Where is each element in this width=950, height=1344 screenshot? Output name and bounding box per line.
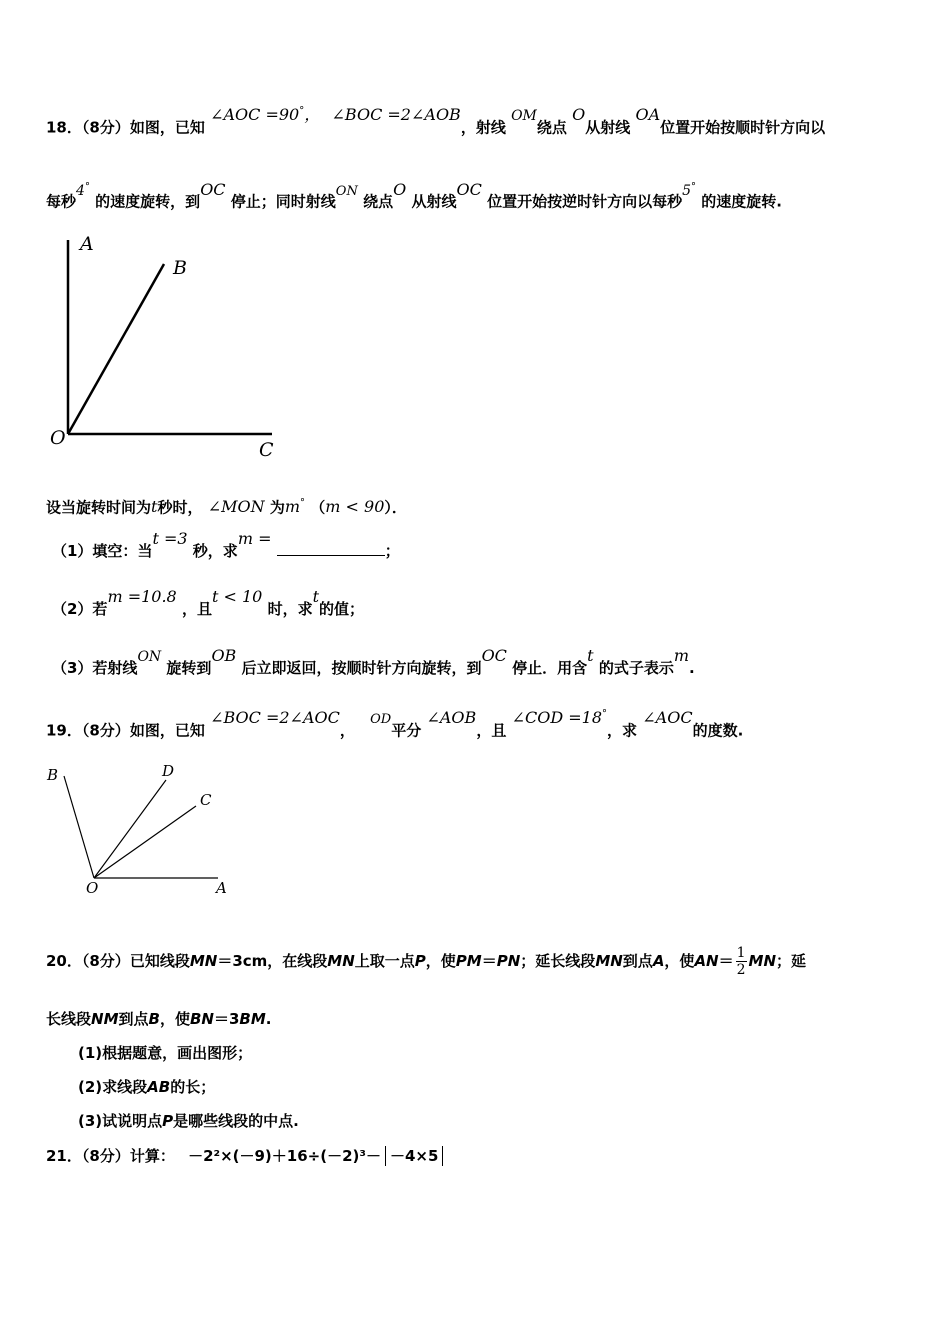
math-condition: m < 90 <box>325 497 385 517</box>
label-b: B <box>47 766 59 784</box>
text: ，射线 <box>460 118 506 137</box>
math-oc: OC <box>456 179 482 199</box>
absolute-value: －4×5 <box>385 1146 443 1166</box>
sep: ， <box>304 105 321 125</box>
math-t: t <box>312 587 320 606</box>
text: ＝3 <box>213 1010 240 1028</box>
figure-q18 <box>40 228 290 463</box>
seg-bm: BM <box>239 1010 266 1028</box>
text: 从射线 <box>411 192 457 211</box>
label-c: C <box>259 439 274 461</box>
ray-od <box>94 780 166 878</box>
answer-blank[interactable] <box>277 541 385 556</box>
text: （2）若 <box>52 600 108 618</box>
math-t-lt-10: t < 10 <box>211 587 263 606</box>
math-expression: －2²×(－9)＋16÷(－2)³－ <box>188 1147 381 1165</box>
seg-mn: MN <box>748 952 777 970</box>
text: . <box>265 1010 272 1028</box>
text: (3)试说明点 <box>78 1112 163 1130</box>
text: 设当旋转时间为 <box>46 498 152 517</box>
points: （8分） <box>81 952 130 970</box>
text: (2)求线段 <box>78 1078 148 1096</box>
text: 到点 <box>118 1010 149 1028</box>
points: （8分） <box>81 721 130 740</box>
seg-nm: NM <box>91 1010 119 1028</box>
text: 是哪些线段的中点. <box>173 1112 299 1130</box>
q20-sub1 <box>78 1043 252 1063</box>
question-number: 19． <box>46 721 82 740</box>
text: 长线段 <box>46 1010 92 1028</box>
q19-line1 <box>46 708 744 742</box>
text: 的度数. <box>692 721 744 740</box>
seg-an: AN <box>694 952 719 970</box>
text: 停止．用含 <box>512 659 588 677</box>
text: 位置开始按逆时针方向以每秒 <box>487 192 683 211</box>
q18-line2 <box>46 179 782 214</box>
label-o: O <box>50 427 66 449</box>
text: . <box>689 659 695 677</box>
label-o: O <box>86 879 99 897</box>
ray-ob <box>68 264 164 434</box>
seg-pm: PM <box>455 952 482 970</box>
label-a: A <box>80 233 94 255</box>
math-m: m <box>673 646 690 665</box>
q18-part1 <box>52 529 400 561</box>
text: （1）填空：当 <box>52 542 153 560</box>
math-m-eq-10.8: m =10.8 <box>107 587 177 606</box>
seg-mn: MN <box>595 952 623 970</box>
text: ；延 <box>776 952 807 970</box>
math-4deg: 4° <box>76 181 90 199</box>
text: 平分 <box>391 721 422 740</box>
math-angle-aoc: ∠AOC <box>642 708 693 728</box>
text: (1)根据题意，画出图形； <box>78 1044 253 1062</box>
text: 的速度旋转，到 <box>95 192 201 211</box>
math-t-eq-3: t =3 <box>152 529 188 548</box>
text: 到点 <box>622 952 653 970</box>
text: 计算： <box>129 1147 175 1165</box>
math-m-deg: m° <box>284 497 306 517</box>
question-number: 20． <box>46 952 82 970</box>
text: ，求 <box>607 721 638 740</box>
ray-ob <box>64 776 94 878</box>
text: ，使 <box>425 952 456 970</box>
question-number: 21． <box>46 1147 82 1165</box>
seg-mn: MN <box>189 952 218 970</box>
point-b: B <box>148 1010 160 1028</box>
math-t: t <box>151 497 158 517</box>
text: 上取一点 <box>354 952 415 970</box>
text: 如图，已知 <box>129 721 205 740</box>
q20-sub2 <box>78 1077 215 1097</box>
text: ，使 <box>664 952 695 970</box>
points: （8分） <box>81 1147 130 1165</box>
text: ，使 <box>159 1010 190 1028</box>
text: 后立即返回，按顺时针方向旋转，到 <box>241 659 482 677</box>
math-angle-aoc: ∠AOC =90° <box>210 105 305 125</box>
point-p: P <box>414 952 426 970</box>
seg-pn: PN <box>496 952 521 970</box>
q18-setup <box>46 494 407 517</box>
math-ob: OB <box>211 646 237 665</box>
label-d: D <box>162 762 175 780</box>
math-on: ON <box>137 649 162 665</box>
text: ＝3cm，在线段 <box>217 952 328 970</box>
math-om: OM <box>511 108 537 125</box>
q18-part3 <box>52 646 695 679</box>
math-od: OD <box>370 712 392 728</box>
seg-ab: AB <box>147 1078 171 1096</box>
text: 的式子表示 <box>598 659 674 677</box>
q20-line2 <box>46 1009 271 1029</box>
text: 绕点 <box>536 118 567 137</box>
text: 的值； <box>319 600 365 618</box>
q18-part2 <box>52 587 365 619</box>
math-angle-mon: ∠MON <box>207 497 265 517</box>
text: 从射线 <box>585 118 631 137</box>
text: ＝ <box>481 952 497 970</box>
math-on: ON <box>335 183 358 199</box>
math-angle-boc: ∠BOC =2∠AOC <box>210 708 340 728</box>
seg-bn: BN <box>189 1010 214 1028</box>
math-oc: OC <box>200 179 226 199</box>
text: 秒，求 <box>192 542 238 560</box>
text: 停止；同时射线 <box>230 192 336 211</box>
q20-line1 <box>46 945 806 978</box>
ray-oc <box>94 806 196 878</box>
points: （8分） <box>81 118 130 137</box>
text: ）． <box>384 498 407 517</box>
q18-line1 <box>46 105 826 138</box>
label-a: A <box>216 879 227 897</box>
text: 秒时， <box>157 498 203 517</box>
text: 的速度旋转. <box>701 192 782 211</box>
point-a: A <box>652 952 665 970</box>
point-p: P <box>162 1112 174 1130</box>
label-b: B <box>173 257 187 279</box>
text: ，且 <box>476 721 507 740</box>
seg-mn: MN <box>327 952 355 970</box>
question-number: 18． <box>46 118 82 137</box>
math-angle-aob: ∠AOB <box>426 708 477 728</box>
figure-q19 <box>40 758 240 900</box>
text: 每秒 <box>46 192 77 211</box>
text: ＝ <box>718 952 734 970</box>
math-oc: OC <box>481 646 507 665</box>
text: 的长； <box>170 1078 216 1096</box>
text: ； <box>384 542 400 560</box>
text: 已知线段 <box>129 952 190 970</box>
math-o: O <box>572 105 586 125</box>
math-t: t <box>587 646 594 665</box>
text: ，且 <box>181 600 212 618</box>
math-oa: OA <box>635 105 661 125</box>
text: （ <box>310 498 326 517</box>
math-o: O <box>393 179 407 199</box>
text: 时，求 <box>267 600 313 618</box>
text: ；延长线段 <box>520 952 596 970</box>
math-m-eq: m = <box>237 529 272 548</box>
math-angle-cod: ∠COD =18° <box>511 708 608 728</box>
q21-line1 <box>46 1146 443 1166</box>
text: 如图，已知 <box>129 118 205 137</box>
sep: ， <box>339 721 355 740</box>
math-5deg: 5° <box>682 181 696 199</box>
text: 为 <box>269 498 285 517</box>
text: 位置开始按顺时针方向以 <box>660 118 826 137</box>
math-angle-boc: ∠BOC =2∠AOB <box>331 105 461 125</box>
label-c: C <box>200 791 212 809</box>
text: 绕点 <box>363 192 394 211</box>
fraction-one-half: $\frac{1}{2}$ <box>736 945 746 978</box>
text: 旋转到 <box>166 659 212 677</box>
q20-sub3 <box>78 1111 299 1131</box>
text: （3）若射线 <box>52 659 138 677</box>
